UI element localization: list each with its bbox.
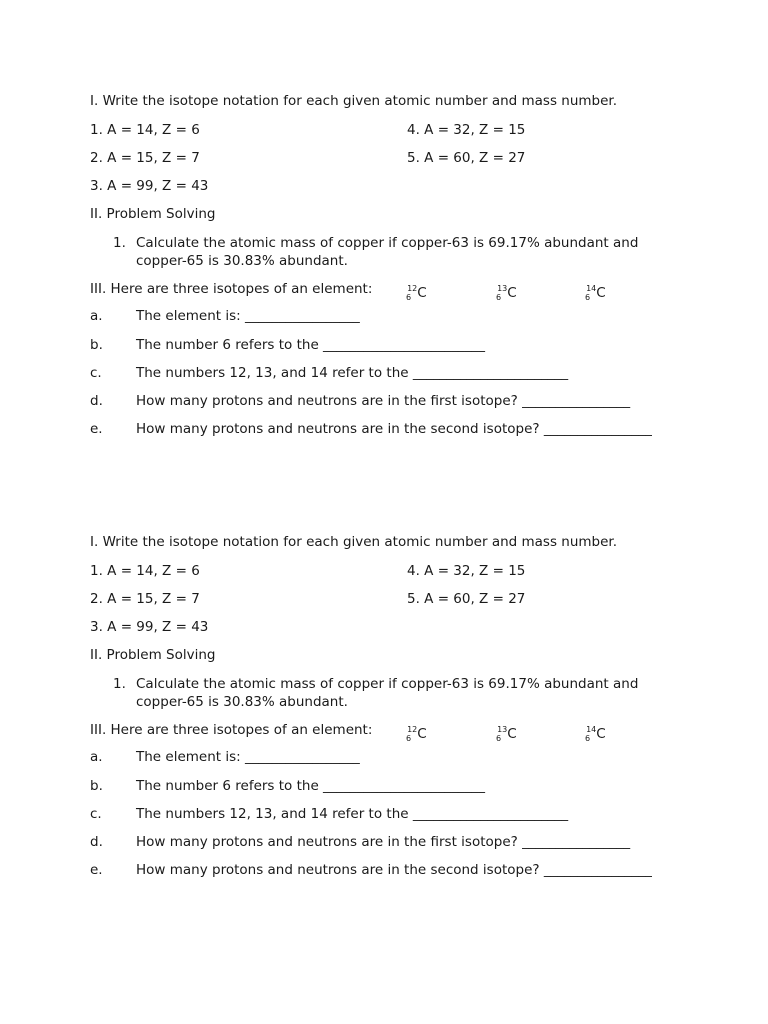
isotope-carbon-13: $_6^{13}$C: [496, 284, 517, 302]
question-3: 3. A = 99, Z = 43: [90, 178, 209, 194]
item-letter-e: e.: [90, 862, 103, 878]
question-5: 5. A = 60, Z = 27: [407, 591, 526, 607]
isotope-carbon-12: $_6^{12}$C: [406, 284, 427, 302]
question-4: 4. A = 32, Z = 15: [407, 122, 526, 138]
problem-text: Calculate the atomic mass of copper if copper-63 is 69.17% abundant and copper-65 is 30.83% abundant.: [136, 235, 639, 269]
item-letter-c: c.: [90, 365, 102, 381]
section2-title: II. Problem Solving: [90, 206, 216, 222]
item-text-d: How many protons and neutrons are in the first isotope? ________________: [136, 834, 631, 850]
item-text-b: The number 6 refers to the ________________________: [136, 778, 486, 794]
isotope-carbon-12: $_6^{12}$C: [406, 725, 427, 743]
section1-title: I. Write the isotope notation for each given atomic number and mass number.: [90, 534, 618, 550]
item-letter-b: b.: [90, 778, 103, 794]
item-text-e: How many protons and neutrons are in the second isotope? ________________: [136, 421, 652, 437]
item-letter-b: b.: [90, 337, 103, 353]
question-5: 5. A = 60, Z = 27: [407, 150, 526, 166]
item-text-b: The number 6 refers to the ________________________: [136, 337, 486, 353]
question-2: 2. A = 15, Z = 7: [90, 150, 200, 166]
item-text-c: The numbers 12, 13, and 14 refer to the _______________________: [136, 365, 569, 381]
question-1: 1. A = 14, Z = 6: [90, 563, 200, 579]
section3-title: III. Here are three isotopes of an element:: [90, 722, 373, 738]
problem-number: 1.: [113, 235, 126, 251]
question-2: 2. A = 15, Z = 7: [90, 591, 200, 607]
problem-number: 1.: [113, 676, 126, 692]
isotope-carbon-13: $_6^{13}$C: [496, 725, 517, 743]
item-text-e: How many protons and neutrons are in the second isotope? ________________: [136, 862, 652, 878]
item-letter-c: c.: [90, 806, 102, 822]
section1-title: I. Write the isotope notation for each given atomic number and mass number.: [90, 93, 618, 109]
item-text-d: How many protons and neutrons are in the first isotope? ________________: [136, 393, 631, 409]
section3-title: III. Here are three isotopes of an element:: [90, 281, 373, 297]
question-1: 1. A = 14, Z = 6: [90, 122, 200, 138]
isotope-carbon-14: $_6^{14}$C: [585, 284, 606, 302]
question-4: 4. A = 32, Z = 15: [407, 563, 526, 579]
item-letter-e: e.: [90, 421, 103, 437]
item-letter-a: a.: [90, 749, 103, 765]
item-letter-d: d.: [90, 834, 103, 850]
item-text-a: The element is: _________________: [136, 308, 360, 324]
isotope-carbon-14: $_6^{14}$C: [585, 725, 606, 743]
item-text-c: The numbers 12, 13, and 14 refer to the _______________________: [136, 806, 569, 822]
problem-text: Calculate the atomic mass of copper if copper-63 is 69.17% abundant and copper-65 is 30.83% abundant.: [136, 676, 639, 710]
item-letter-d: d.: [90, 393, 103, 409]
item-letter-a: a.: [90, 308, 103, 324]
item-text-a: The element is: _________________: [136, 749, 360, 765]
question-3: 3. A = 99, Z = 43: [90, 619, 209, 635]
section2-title: II. Problem Solving: [90, 647, 216, 663]
